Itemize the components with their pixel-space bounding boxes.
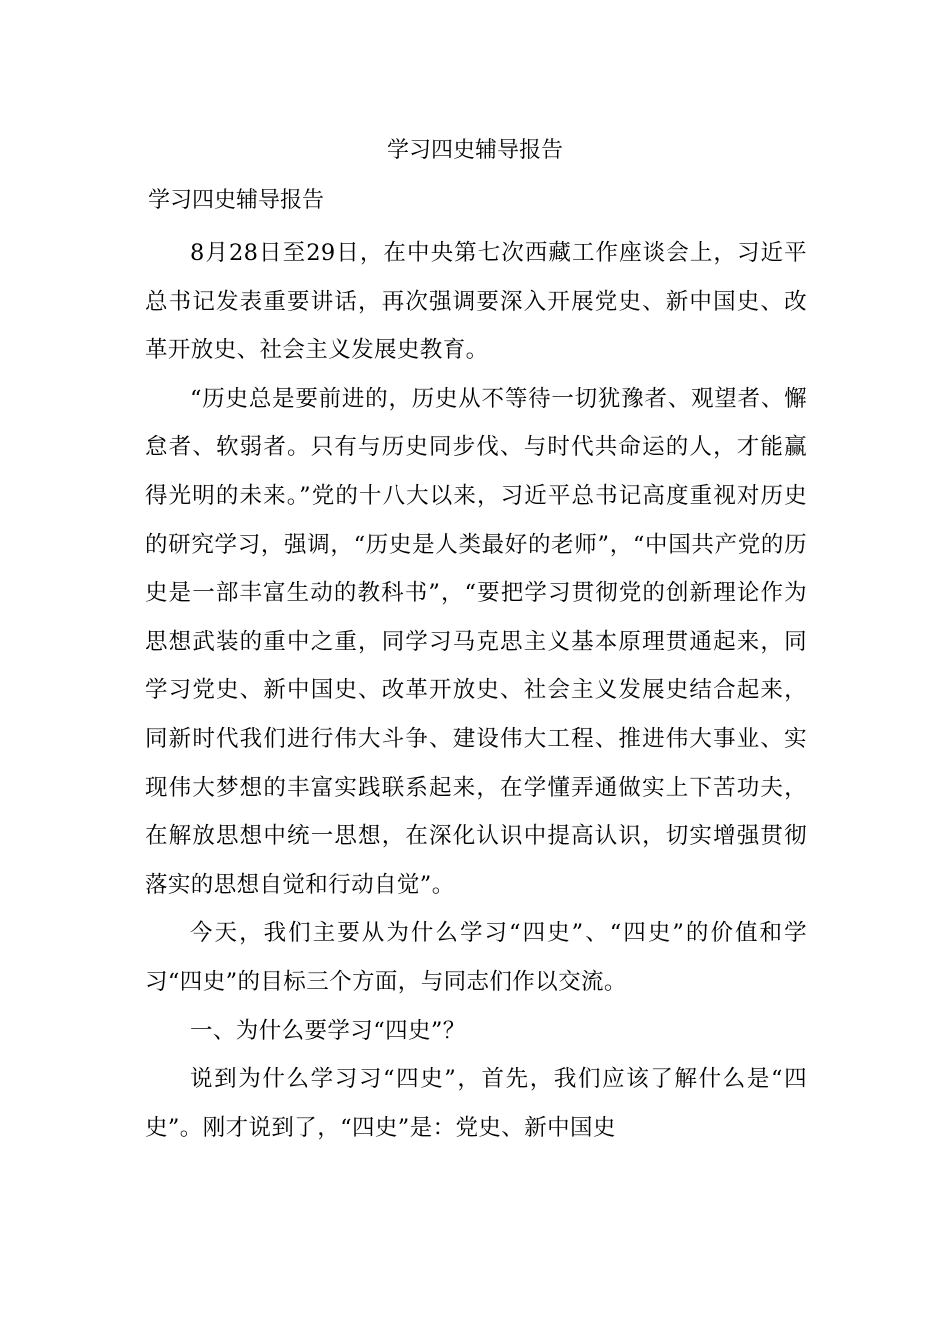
document-title: 学习四史辅导报告 bbox=[386, 138, 563, 163]
paragraph-what-is-four-histories: 说到为什么学习习“四史”，首先，我们应该了解什么是“四史”。刚才说到了，“四史”是：党史、新中国史 bbox=[145, 1066, 807, 1141]
section-heading-1: 一、为什么要学习“四史”？ bbox=[190, 1017, 466, 1044]
paragraph-history-quote: “历史总是要前进的，历史从不等待一切犹豫者、观望者、懈怠者、软弱者。只有与历史同步伐、与时代共命运的人，才能赢得光明的未来。”党的十八大以来，习近平总书记高度重视对历史的研究学习，强调，“历史是人类最好的老师”，“中国共产党的历史是一部丰富生动的教科书”，“要把学习贯彻党的创新理论作为思想武装的重中之重，同学习马克思主义基本原理贯通起来，同学习党史、新中国史、改革开放史、社会主义发展史结合起来，同新时代我们进行伟大斗争、建设伟大工程、推进伟大事业、实现伟大梦想的丰富实践联系起来，在学懂弄通做实上下苦功夫，在解放思想中统一思想，在深化认识中提高认识，切实增强贯彻落实的思想自觉和行动自觉”。 bbox=[145, 385, 807, 898]
document-subtitle: 学习四史辅导报告 bbox=[148, 188, 325, 213]
paragraph-intro: 8月28日至29日，在中央第七次西藏工作座谈会上，习近平总书记发表重要讲话，再次强调要深入开展党史、新中国史、改革开放史、社会主义发展史教育。 bbox=[145, 240, 807, 364]
document-body bbox=[145, 229, 807, 1152]
paragraph-agenda: 今天，我们主要从为什么学习“四史”、“四史”的价值和学习“四史”的目标三个方面，与同志们作以交流。 bbox=[145, 920, 807, 995]
